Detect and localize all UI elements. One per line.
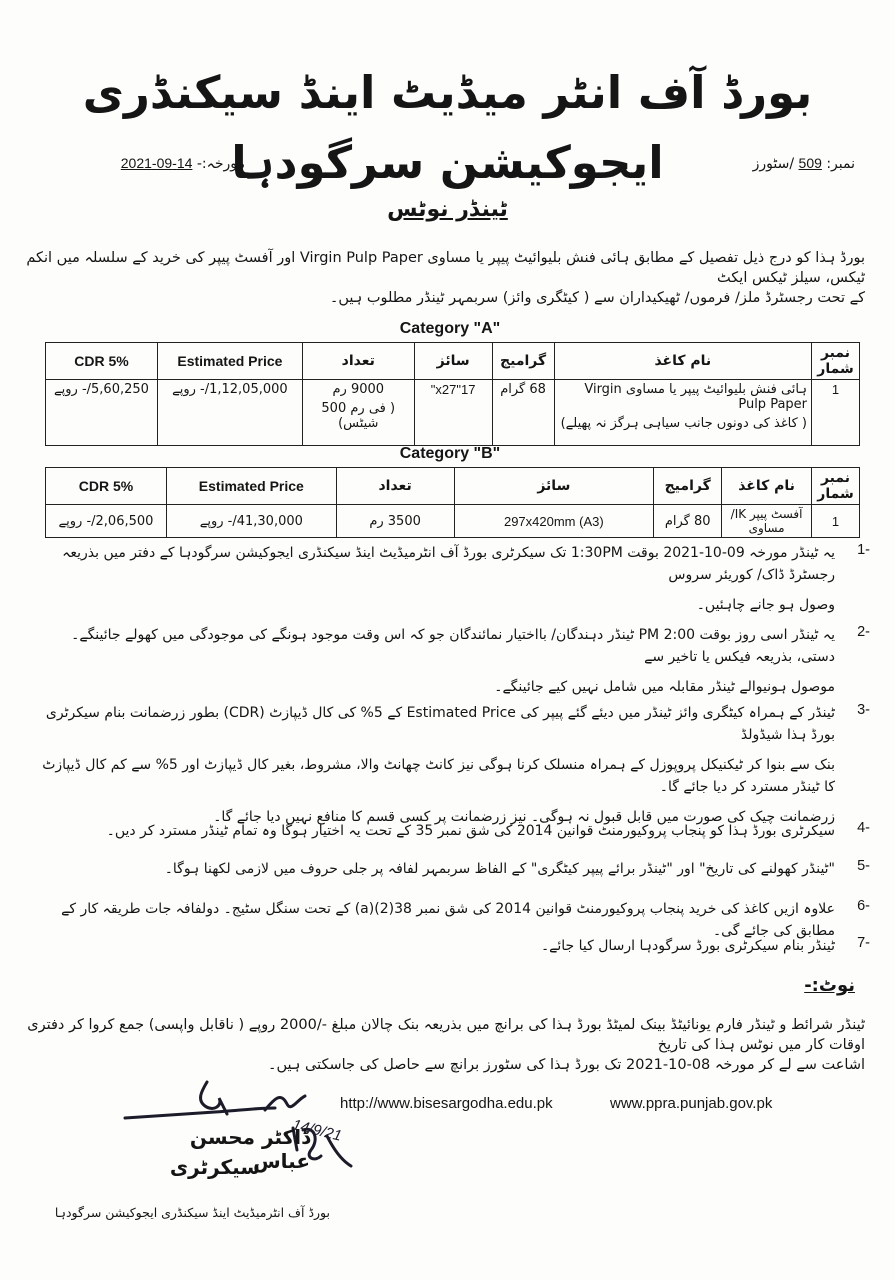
col-serial: نمبر شمار: [812, 343, 860, 380]
conditions-list: [30, 542, 870, 962]
category-a-title: Category "A": [399, 320, 501, 337]
cell-grammage: 80 گرام: [654, 505, 722, 538]
table-header-row: [46, 343, 860, 380]
list-item: ٹینڈر بنام سیکرٹری بورڈ سرگودہا ارسال کیا جائے۔: [540, 938, 835, 954]
item-line: وصول ہو جانے چاہئیں۔: [696, 597, 835, 613]
signatory-name: ڈاکٹر محسن عباس: [189, 1125, 310, 1173]
board-title: بورڈ آف انٹر میڈیٹ اینڈ سیکنڈری ایجوکیشن سرگودہا: [82, 66, 813, 189]
cell-quantity: [302, 380, 414, 446]
item-number: 4-: [857, 820, 870, 836]
quantity-line-2: ( فی رم 500 شیٹس): [321, 401, 396, 431]
paper-name-line-2: ( کاغذ کی دونوں جانب سیاہی ہرگز نہ پھیلے): [560, 416, 808, 431]
item-number: 5-: [857, 858, 870, 874]
col-quantity: تعداد: [302, 343, 414, 380]
date-label: مورخہ:-: [196, 156, 245, 172]
cell-grammage: 68 گرام: [492, 380, 554, 446]
list-item: علاوہ ازیں کاغذ کی خرید پنجاب پروکیورمنٹ قوانین 2014 کی شق نمبر 38(2)(a) کے تحت سنگل سٹیج۔ دولفافہ جات طریقہ کار کے مطابق کی جائے گی۔: [61, 901, 835, 939]
cell-estimated-price: 41,30,000/- روپے: [166, 505, 336, 538]
list-item: [30, 542, 835, 616]
cell-size: (A3) 297x420mm: [454, 505, 654, 538]
col-grammage: گرامیج: [654, 468, 722, 505]
ref-label: نمبر:: [826, 156, 855, 172]
note-line-2: اشاعت سے لے کر مورخہ 08-10-2021 تک بورڈ ہذا کی سٹورز برانچ سے حاصل کی جاسکتی ہیں۔: [267, 1057, 865, 1073]
item-line: موصول ہونیوالے ٹینڈر مقابلہ میں شامل نہیں کیے جائینگے۔: [494, 679, 835, 695]
ref-suffix: /سٹورز: [752, 156, 795, 172]
reference-number: [675, 155, 855, 172]
col-cdr: CDR 5%: [46, 468, 167, 505]
quantity-line-1: 9000 رم: [332, 382, 385, 397]
date-value: 14-09-2021: [120, 155, 193, 171]
cell-size: 17"x27": [414, 380, 492, 446]
item-number: 3-: [857, 702, 870, 718]
col-paper-name: نام کاغذ: [554, 343, 811, 380]
table-header-row: [46, 468, 860, 505]
handwritten-date: 14/9/21: [290, 1116, 344, 1145]
list-item: سیکرٹری بورڈ ہذا کو پنجاب پروکیورمنٹ قوانین 2014 کی شق نمبر 35 کے تحت یہ اختیار ہوگا وہ تمام ٹینڈر مسترد کر دیں۔: [106, 823, 835, 839]
signatory-designation: سیکرٹری: [169, 1155, 260, 1179]
category-b-title: Category "B": [399, 445, 501, 462]
notice-date: [70, 155, 245, 172]
table-row: [46, 380, 860, 446]
cell-estimated-price: 1,12,05,000/- روپے: [157, 380, 302, 446]
cell-paper-name: [554, 380, 811, 446]
table-row: [46, 505, 860, 538]
intro-line-1: بورڈ ہذا کو درج ذیل تفصیل کے مطابق ہائی فنش بلیوائیٹ پیپر یا مساوی Virgin Pulp Paper اور آفسٹ پیپر کی خرید کے سلسلہ میں انکم ٹیکس، سیلز ٹیکس ایکٹ: [26, 250, 865, 286]
col-estimated-price: Estimated Price: [157, 343, 302, 380]
list-item: "ٹینڈر کھولنے کی تاریخ" اور "ٹینڈر برائے پیپر کیٹگری" کے الفاظ سربمہر لفافہ پر جلی حروف میں لازمی لکھنا ہوگا۔: [164, 861, 835, 877]
category-b-table: [45, 467, 860, 538]
board-website-link[interactable]: http://www.bisesargodha.edu.pk: [340, 1095, 553, 1112]
note-heading: نوٹ:-: [804, 975, 855, 996]
list-item: [30, 624, 835, 698]
item-line: یہ ٹینڈر اسی روز بوقت 2:00 PM ٹینڈر دہندگان/ بااختیار نمائندگان جو کہ اس وقت موجود ہونگے کی موجودگی میں کھولے جائینگے۔ دستی، بذریعہ فیکس یا تاخیر سے: [71, 627, 835, 665]
item-line: بنک سے بنوا کر ٹیکنیکل پروپوزل کے ہمراہ منسلک کرنا ہوگی نیز کانٹ چھانٹ والا، مشروط، بغیر کال ڈیپازٹ اور 5% سے کم کال ڈیپازٹ کا ٹینڈر مسترد کر دیا جائے گا۔: [42, 757, 835, 795]
item-line: زرضمانت چیک کی صورت میں قابل قبول نہ ہوگی۔ نیز زرضمانت پر کسی قسم کا منافع نہیں دیا جائے گا۔: [213, 809, 835, 825]
item-number: 1-: [857, 542, 870, 558]
category-a-table: [45, 342, 860, 446]
list-item: [30, 702, 835, 828]
item-number: 7-: [857, 935, 870, 951]
signatory-board: بورڈ آف انٹرمیڈیٹ اینڈ سیکنڈری ایجوکیشن سرگودہا: [54, 1205, 330, 1220]
col-cdr: CDR 5%: [46, 343, 158, 380]
item-line: ٹینڈر کے ہمراہ کیٹگری وائز ٹینڈر میں دیئے گئے پیپر کی Estimated Price کے 5% کی کال ڈیپازٹ (CDR) بطور زرضمانت بنام سیکرٹری بورڈ ہذا شیڈولڈ: [45, 705, 835, 743]
cell-paper-name: آفسٹ پیپر IK/مساوی: [722, 505, 812, 538]
note-line-1: ٹینڈر شرائط و ٹینڈر فارم یونائیٹڈ بینک لمیٹڈ بورڈ ہذا کی برانچ میں بذریعہ بنک چالان مبلغ -/2000 روپے ( ناقابل واپسی) جمع کروا کر دفتری اوقات کار میں نوٹس ہذا کی تاریخ: [27, 1017, 865, 1053]
cell-cdr: 5,60,250/- روپے: [46, 380, 158, 446]
ppra-website-link[interactable]: www.ppra.punjab.gov.pk: [610, 1095, 773, 1112]
paper-name-line-1: ہائی فنش بلیوائیٹ پیپر یا مساوی Virgin Pulp Paper: [584, 382, 808, 412]
col-estimated-price: Estimated Price: [166, 468, 336, 505]
item-line: یہ ٹینڈر مورخہ 09-10-2021 بوقت 1:30PM تک سیکرٹری بورڈ آف انٹرمیڈیٹ اینڈ سیکنڈری ایجوکیشن سرگودہا کے دفتر میں بذریعہ رجسٹرڈ ڈاک/ کوریئر سروس: [62, 545, 835, 583]
intro-line-2: کے تحت رجسٹرڈ ملز/ فرموں/ ٹھیکیداران سے ( کیٹگری وائز) سربمہر ٹینڈر مطلوب ہیں۔: [329, 290, 865, 306]
cell-cdr: 2,06,500/- روپے: [46, 505, 167, 538]
cell-serial: 1: [812, 505, 860, 538]
cell-quantity: 3500 رم: [336, 505, 454, 538]
col-serial: نمبر شمار: [812, 468, 860, 505]
item-number: 6-: [857, 898, 870, 914]
col-quantity: تعداد: [336, 468, 454, 505]
item-number: 2-: [857, 624, 870, 640]
col-paper-name: نام کاغذ: [722, 468, 812, 505]
col-grammage: گرامیج: [492, 343, 554, 380]
col-size: سائز: [414, 343, 492, 380]
col-size: سائز: [454, 468, 654, 505]
cell-serial: 1: [812, 380, 860, 446]
notice-title: ٹینڈر نوٹس: [387, 197, 508, 222]
ref-number: 509: [798, 155, 822, 171]
